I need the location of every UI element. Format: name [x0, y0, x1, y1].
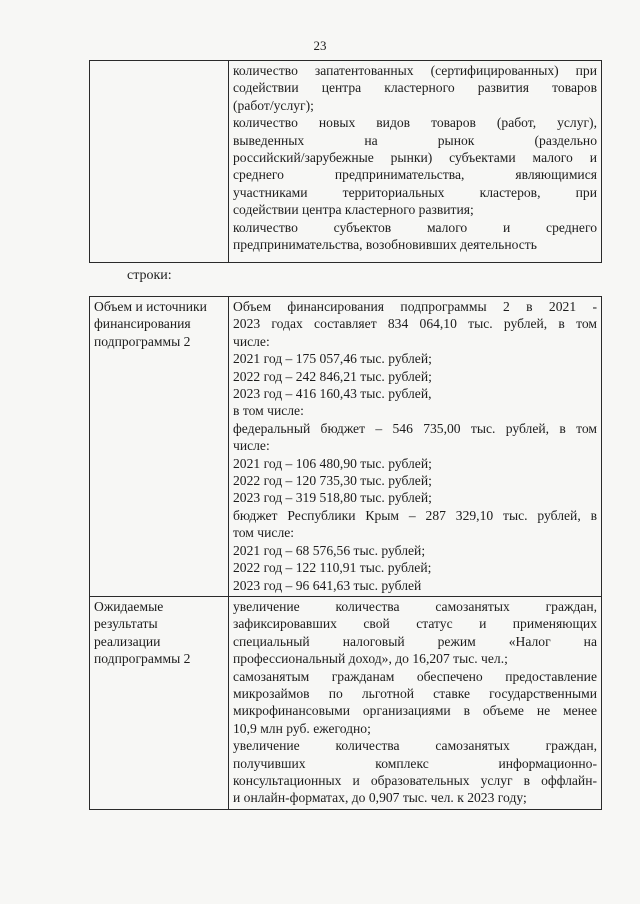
text-line: количество запатентованных (сертифицированных) при [233, 63, 597, 78]
text-line: российский/зарубежные рынки) субъектами малого и [233, 150, 597, 166]
text-line: содействии центра кластерного развития товаров [233, 80, 597, 96]
results-text [233, 598, 597, 807]
text-line: выведенных на рынок (раздельно [233, 132, 597, 148]
table-row-financing [90, 297, 602, 597]
label-line: подпрограммы 2 [94, 333, 191, 349]
label-line: финансирования [94, 316, 191, 332]
subprogram-passport-table [89, 296, 602, 810]
row-content-results [229, 596, 602, 809]
row-label-financing [90, 297, 229, 597]
text-line: микрофинансовыми организациями в объеме не менее [233, 703, 597, 719]
row-label-results [90, 596, 229, 809]
text-line: 2022 год – 122 110,91 тыс. рублей; [233, 560, 432, 576]
text-line: Объем финансирования подпрограммы 2 в 2021 - [233, 299, 597, 314]
text-line: числе: [233, 438, 270, 454]
label-line: Ожидаемые [94, 598, 164, 614]
text-line: содействии центра кластерного развития; [233, 202, 474, 218]
label-line: результаты [94, 616, 158, 632]
indicators-text [233, 62, 597, 253]
text-line: 2023 год – 319 518,80 тыс. рублей; [233, 490, 432, 506]
table-row-results [90, 596, 602, 809]
text-line: увеличение количества самозанятых граждан, [233, 598, 597, 614]
text-line: микрозаймов по льготной ставке государственными [233, 685, 597, 701]
financing-text [233, 298, 597, 594]
label-line: подпрограммы 2 [94, 651, 191, 667]
text-line: том числе: [233, 525, 295, 541]
label-line: реализации [94, 633, 161, 649]
text-line: количество новых видов товаров (работ, услуг), [233, 115, 597, 131]
page-number: 23 [313, 38, 327, 53]
text-line: самозанятым гражданам обеспечено предоставление [233, 668, 597, 684]
text-line: федеральный бюджет – 546 735,00 тыс. рублей, в том [233, 420, 597, 436]
text-line: специальный налоговый режим «Налог на [233, 633, 597, 649]
table-row [90, 61, 602, 263]
indicators-cell [229, 61, 602, 263]
row-label-text [94, 298, 224, 350]
indicators-table-continued [89, 60, 602, 263]
label-line: Объем и источники [94, 299, 207, 314]
text-line: 2021 год – 68 576,56 тыс. рублей; [233, 542, 426, 558]
text-line: 2021 год – 175 057,46 тыс. рублей; [233, 351, 432, 367]
text-line: предпринимательства, возобновивших деятельность [233, 237, 537, 253]
text-line: 2023 год – 96 641,63 тыс. рублей [233, 577, 422, 593]
section-lead-text: строки: [127, 268, 172, 283]
text-line: получивших комплекс информационно- [233, 755, 597, 771]
text-line: увеличение количества самозанятых граждан, [233, 738, 597, 754]
text-line: 2021 год – 106 480,90 тыс. рублей; [233, 455, 432, 471]
text-line: профессиональный доход», до 16,207 тыс. чел.; [233, 651, 508, 667]
text-line: консультационных и образовательных услуг в оффлайн- [233, 772, 597, 788]
text-line: числе: [233, 333, 270, 349]
table-cell-empty [90, 61, 229, 263]
text-line: зафиксировавших свой статус и применяющих [233, 616, 597, 632]
text-line: 2023 год – 416 160,43 тыс. рублей, [233, 386, 432, 402]
text-line: в том числе: [233, 403, 304, 419]
text-line: 2022 год – 242 846,21 тыс. рублей; [233, 368, 432, 384]
text-line: бюджет Республики Крым – 287 329,10 тыс. рублей, в [233, 507, 597, 523]
text-line: (работ/услуг); [233, 97, 314, 113]
text-line: среднего предпринимательства, являющимися [233, 167, 597, 183]
text-line: количество субъектов малого и среднего [233, 219, 597, 235]
text-line: 2022 год – 120 735,30 тыс. рублей; [233, 473, 432, 489]
text-line: участниками территориальных кластеров, при [233, 184, 597, 200]
text-line: и онлайн-форматах, до 0,907 тыс. чел. к 2023 году; [233, 790, 527, 806]
text-line: 10,9 млн руб. ежегодно; [233, 720, 371, 736]
row-content-financing [229, 297, 602, 597]
text-line: 2023 годах составляет 834 064,10 тыс. рублей, в том [233, 316, 597, 332]
row-label-text [94, 598, 224, 668]
